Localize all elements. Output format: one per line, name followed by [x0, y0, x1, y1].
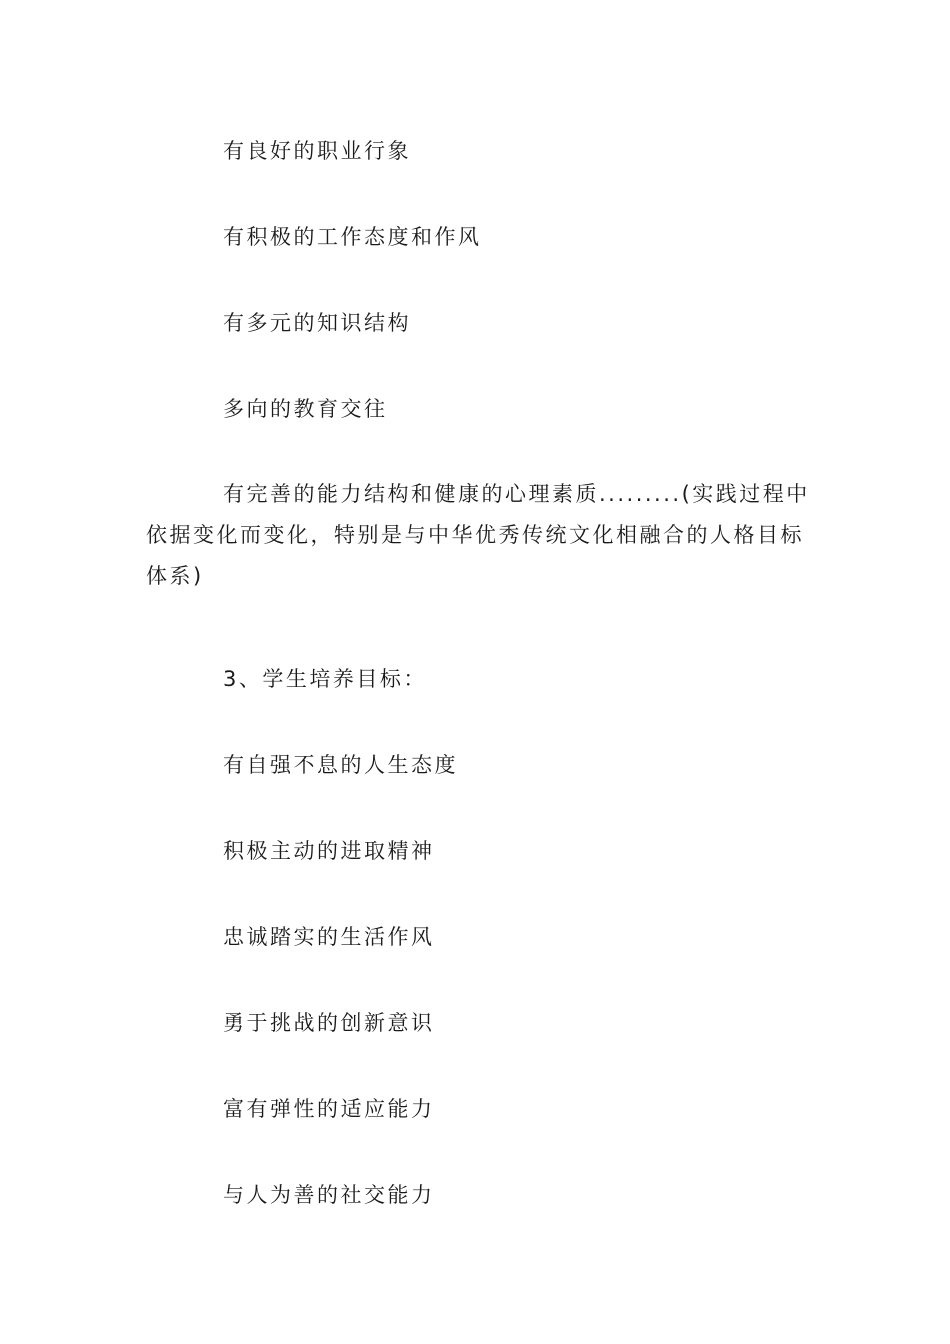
- student-goal-4: 勇于挑战的创新意识: [223, 1011, 435, 1035]
- student-section-heading: 3、学生培养目标：: [223, 667, 427, 691]
- teacher-goal-1: 有良好的职业行象: [223, 139, 411, 163]
- teacher-goal-3: 有多元的知识结构: [223, 311, 411, 335]
- teacher-goal-4: 多向的教育交往: [223, 397, 388, 421]
- student-goal-5: 富有弹性的适应能力: [223, 1097, 435, 1121]
- student-goal-1: 有自强不息的人生态度: [223, 753, 458, 777]
- student-goal-6: 与人为善的社交能力: [223, 1183, 435, 1207]
- teacher-goal-paragraph: 有完善的能力结构和健康的心理素质.........(实践过程中依据变化而变化，特别是与中华优秀传统文化相融合的人格目标体系): [146, 482, 810, 588]
- teacher-goal-2: 有积极的工作态度和作风: [223, 225, 482, 249]
- student-goal-3: 忠诚踏实的生活作风: [223, 925, 435, 949]
- student-goal-2: 积极主动的进取精神: [223, 839, 435, 863]
